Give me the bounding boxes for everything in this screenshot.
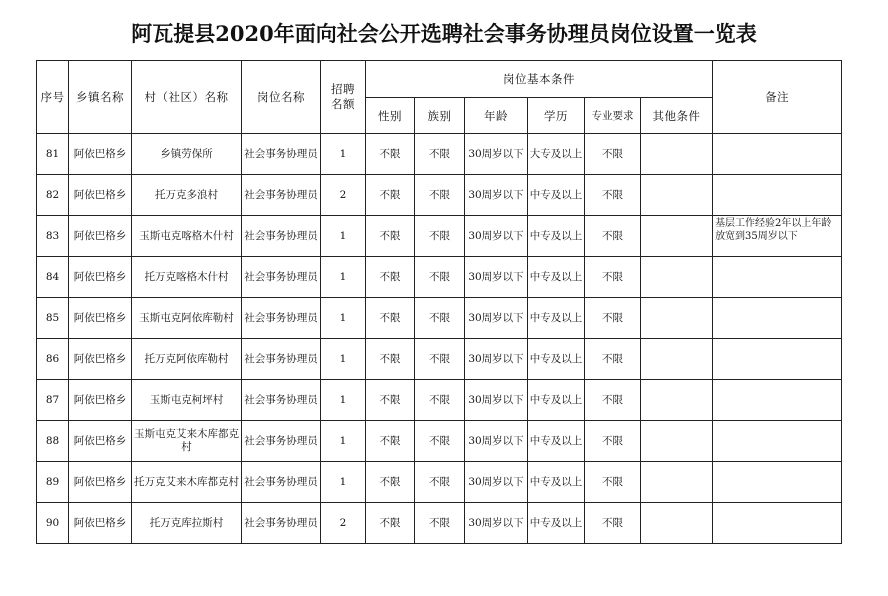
cell-quota: 1 [321, 216, 366, 257]
cell-quota: 1 [321, 339, 366, 380]
table-row [37, 339, 842, 380]
cell-remarks [713, 380, 842, 421]
cell-quota: 1 [321, 257, 366, 298]
cell-major: 不限 [585, 257, 641, 298]
cell-village: 托万克喀格木什村 [132, 257, 242, 298]
cell-remarks [713, 175, 842, 216]
cell-village: 乡镇劳保所 [132, 134, 242, 175]
cell-age: 30周岁以下 [465, 298, 528, 339]
cell-township: 阿依巴格乡 [69, 134, 132, 175]
cell-age: 30周岁以下 [465, 257, 528, 298]
cell-ethnicity: 不限 [415, 298, 465, 339]
cell-other [641, 503, 713, 544]
cell-township: 阿依巴格乡 [69, 175, 132, 216]
cell-quota: 1 [321, 421, 366, 462]
cell-position: 社会事务协理员 [242, 175, 321, 216]
cell-gender: 不限 [366, 380, 415, 421]
cell-township: 阿依巴格乡 [69, 216, 132, 257]
cell-major: 不限 [585, 134, 641, 175]
cell-ethnicity: 不限 [415, 339, 465, 380]
cell-seq: 87 [37, 380, 69, 421]
cell-position: 社会事务协理员 [242, 134, 321, 175]
cell-remarks [713, 257, 842, 298]
cell-major: 不限 [585, 462, 641, 503]
cell-position: 社会事务协理员 [242, 380, 321, 421]
cell-age: 30周岁以下 [465, 216, 528, 257]
cell-major: 不限 [585, 421, 641, 462]
header-quota [321, 61, 366, 134]
cell-township: 阿依巴格乡 [69, 503, 132, 544]
cell-village: 托万克艾来木库都克村 [132, 462, 242, 503]
cell-other [641, 257, 713, 298]
cell-township: 阿依巴格乡 [69, 380, 132, 421]
cell-major: 不限 [585, 380, 641, 421]
cell-education: 中专及以上 [528, 503, 585, 544]
cell-quota: 1 [321, 462, 366, 503]
header-ethnicity: 族别 [415, 98, 465, 134]
cell-quota: 1 [321, 298, 366, 339]
cell-major: 不限 [585, 339, 641, 380]
cell-education: 中专及以上 [528, 339, 585, 380]
header-township: 乡镇名称 [69, 61, 132, 134]
cell-village: 玉斯屯克阿依库勒村 [132, 298, 242, 339]
cell-position: 社会事务协理员 [242, 216, 321, 257]
header-other: 其他条件 [641, 98, 713, 134]
header-quota-text: 招聘名额 [331, 82, 355, 111]
page-title: 阿瓦提县2020年面向社会公开选聘社会事务协理员岗位设置一览表 [131, 21, 757, 46]
cell-remarks [713, 339, 842, 380]
cell-remarks [713, 462, 842, 503]
cell-other [641, 216, 713, 257]
cell-education: 中专及以上 [528, 380, 585, 421]
cell-position: 社会事务协理员 [242, 503, 321, 544]
header-remarks: 备注 [713, 61, 842, 134]
cell-other [641, 134, 713, 175]
table-row [37, 462, 842, 503]
cell-village: 玉斯屯克柯坪村 [132, 380, 242, 421]
cell-gender: 不限 [366, 257, 415, 298]
header-seq: 序号 [37, 61, 69, 134]
cell-remarks [713, 298, 842, 339]
cell-age: 30周岁以下 [465, 175, 528, 216]
cell-education: 中专及以上 [528, 421, 585, 462]
cell-age: 30周岁以下 [465, 380, 528, 421]
cell-major: 不限 [585, 298, 641, 339]
cell-other [641, 380, 713, 421]
cell-quota: 2 [321, 503, 366, 544]
cell-seq: 90 [37, 503, 69, 544]
cell-village: 托万克库拉斯村 [132, 503, 242, 544]
cell-position: 社会事务协理员 [242, 462, 321, 503]
cell-seq: 86 [37, 339, 69, 380]
cell-village: 托万克阿依库勒村 [132, 339, 242, 380]
cell-seq: 81 [37, 134, 69, 175]
cell-major: 不限 [585, 503, 641, 544]
cell-age: 30周岁以下 [465, 421, 528, 462]
cell-education: 大专及以上 [528, 134, 585, 175]
table-row [37, 257, 842, 298]
header-row-top [37, 61, 842, 98]
cell-age: 30周岁以下 [465, 339, 528, 380]
table-row [37, 134, 842, 175]
cell-other [641, 175, 713, 216]
table-row [37, 421, 842, 462]
header-education: 学历 [528, 98, 585, 134]
cell-age: 30周岁以下 [465, 462, 528, 503]
cell-ethnicity: 不限 [415, 257, 465, 298]
cell-education: 中专及以上 [528, 257, 585, 298]
cell-gender: 不限 [366, 216, 415, 257]
cell-seq: 88 [37, 421, 69, 462]
cell-education: 中专及以上 [528, 462, 585, 503]
cell-education: 中专及以上 [528, 216, 585, 257]
cell-township: 阿依巴格乡 [69, 421, 132, 462]
cell-ethnicity: 不限 [415, 380, 465, 421]
cell-quota: 1 [321, 134, 366, 175]
cell-gender: 不限 [366, 298, 415, 339]
cell-other [641, 339, 713, 380]
cell-gender: 不限 [366, 462, 415, 503]
cell-other [641, 421, 713, 462]
cell-seq: 83 [37, 216, 69, 257]
cell-ethnicity: 不限 [415, 421, 465, 462]
table-body [37, 134, 842, 544]
cell-position: 社会事务协理员 [242, 298, 321, 339]
table-row [37, 503, 842, 544]
cell-quota: 1 [321, 380, 366, 421]
header-basic-conditions: 岗位基本条件 [366, 61, 713, 98]
header-position: 岗位名称 [242, 61, 321, 134]
cell-ethnicity: 不限 [415, 503, 465, 544]
cell-ethnicity: 不限 [415, 462, 465, 503]
table-header [37, 61, 842, 134]
cell-ethnicity: 不限 [415, 175, 465, 216]
cell-gender: 不限 [366, 503, 415, 544]
header-major: 专业要求 [585, 98, 641, 134]
cell-township: 阿依巴格乡 [69, 257, 132, 298]
cell-seq: 85 [37, 298, 69, 339]
cell-gender: 不限 [366, 175, 415, 216]
table-row [37, 175, 842, 216]
cell-township: 阿依巴格乡 [69, 298, 132, 339]
cell-gender: 不限 [366, 339, 415, 380]
cell-village: 托万克多浪村 [132, 175, 242, 216]
cell-seq: 82 [37, 175, 69, 216]
cell-position: 社会事务协理员 [242, 257, 321, 298]
cell-other [641, 462, 713, 503]
cell-remarks [713, 503, 842, 544]
header-gender: 性别 [366, 98, 415, 134]
cell-education: 中专及以上 [528, 175, 585, 216]
table-row [37, 380, 842, 421]
cell-major: 不限 [585, 175, 641, 216]
cell-other [641, 298, 713, 339]
cell-village: 玉斯屯克艾来木库都克村 [132, 421, 242, 462]
cell-position: 社会事务协理员 [242, 339, 321, 380]
table-row [37, 298, 842, 339]
cell-major: 不限 [585, 216, 641, 257]
cell-education: 中专及以上 [528, 298, 585, 339]
cell-seq: 89 [37, 462, 69, 503]
cell-age: 30周岁以下 [465, 503, 528, 544]
cell-age: 30周岁以下 [465, 134, 528, 175]
cell-remarks: 基层工作经验2年以上年龄放宽到35周岁以下 [713, 216, 842, 257]
cell-remarks [713, 134, 842, 175]
cell-remarks [713, 421, 842, 462]
cell-village: 玉斯屯克喀格木什村 [132, 216, 242, 257]
cell-township: 阿依巴格乡 [69, 462, 132, 503]
cell-position: 社会事务协理员 [242, 421, 321, 462]
positions-table [36, 60, 842, 544]
cell-gender: 不限 [366, 421, 415, 462]
cell-quota: 2 [321, 175, 366, 216]
header-age: 年龄 [465, 98, 528, 134]
cell-seq: 84 [37, 257, 69, 298]
header-village: 村（社区）名称 [132, 61, 242, 134]
cell-ethnicity: 不限 [415, 216, 465, 257]
cell-gender: 不限 [366, 134, 415, 175]
cell-township: 阿依巴格乡 [69, 339, 132, 380]
cell-ethnicity: 不限 [415, 134, 465, 175]
table-row [37, 216, 842, 257]
